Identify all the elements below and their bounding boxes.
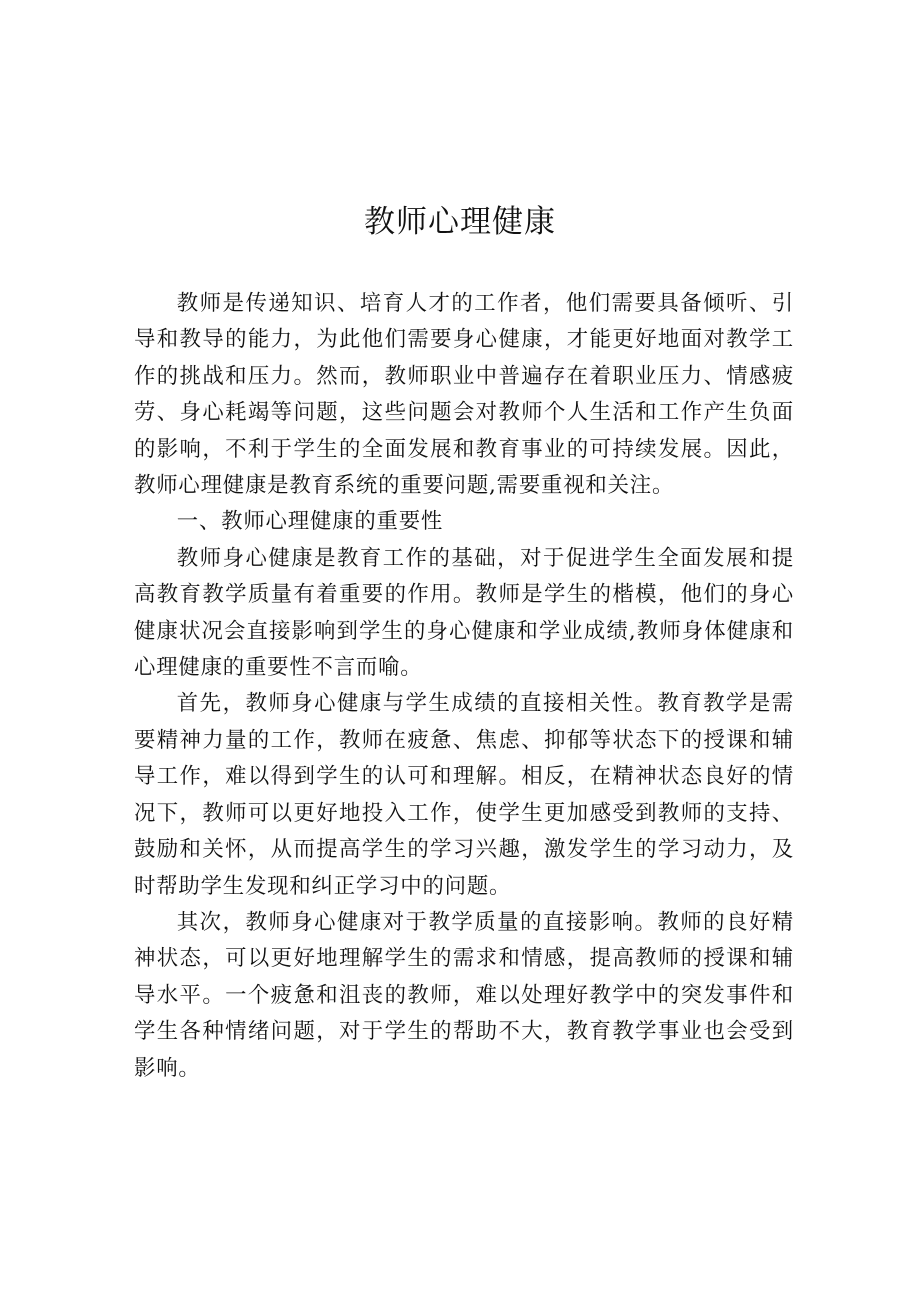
first-point-paragraph: 首先，教师身心健康与学生成绩的直接相关性。教育教学是需要精神力量的工作，教师在疲惫、焦虑、抑郁等状态下的授课和辅导工作，难以得到学生的认可和理解。相反，在精神状态良好的情况下，教师可以更好地投入工作，使学生更加感受到教师的支持、鼓励和关怀，从而提高学生的学习兴趣，激发学生的学习动力，及时帮助学生发现和纠正学习中的问题。 bbox=[134, 691, 794, 899]
second-point-paragraph: 其次，教师身心健康对于教学质量的直接影响。教师的良好精神状态，可以更好地理解学生的需求和情感，提高教师的授课和辅导水平。一个疲惫和沮丧的教师，难以处理好教学中的突发事件和学生各种情绪问题，对于学生的帮助不大，教育教学事业也会受到影响。 bbox=[134, 909, 794, 1081]
section-heading: 一、教师心理健康的重要性 bbox=[176, 509, 444, 535]
importance-paragraph: 教师身心健康是教育工作的基础，对于促进学生全面发展和提高教育教学质量有着重要的作用。教师是学生的楷模，他们的身心健康状况会直接影响到学生的身心健康和学业成绩,教师身体健康和心理健康的重要性不言而喻。 bbox=[134, 545, 794, 681]
document-title: 教师心理健康 bbox=[364, 204, 556, 240]
intro-paragraph: 教师是传递知识、培育人才的工作者，他们需要具备倾听、引导和教导的能力，为此他们需要身心健康，才能更好地面对教学工作的挑战和压力。然而，教师职业中普遍存在着职业压力、情感疲劳、身心耗竭等问题，这些问题会对教师个人生活和工作产生负面的影响，不利于学生的全面发展和教育事业的可持续发展。因此，教师心理健康是教育系统的重要问题,需要重视和关注。 bbox=[134, 291, 794, 499]
document-body bbox=[134, 286, 794, 1087]
